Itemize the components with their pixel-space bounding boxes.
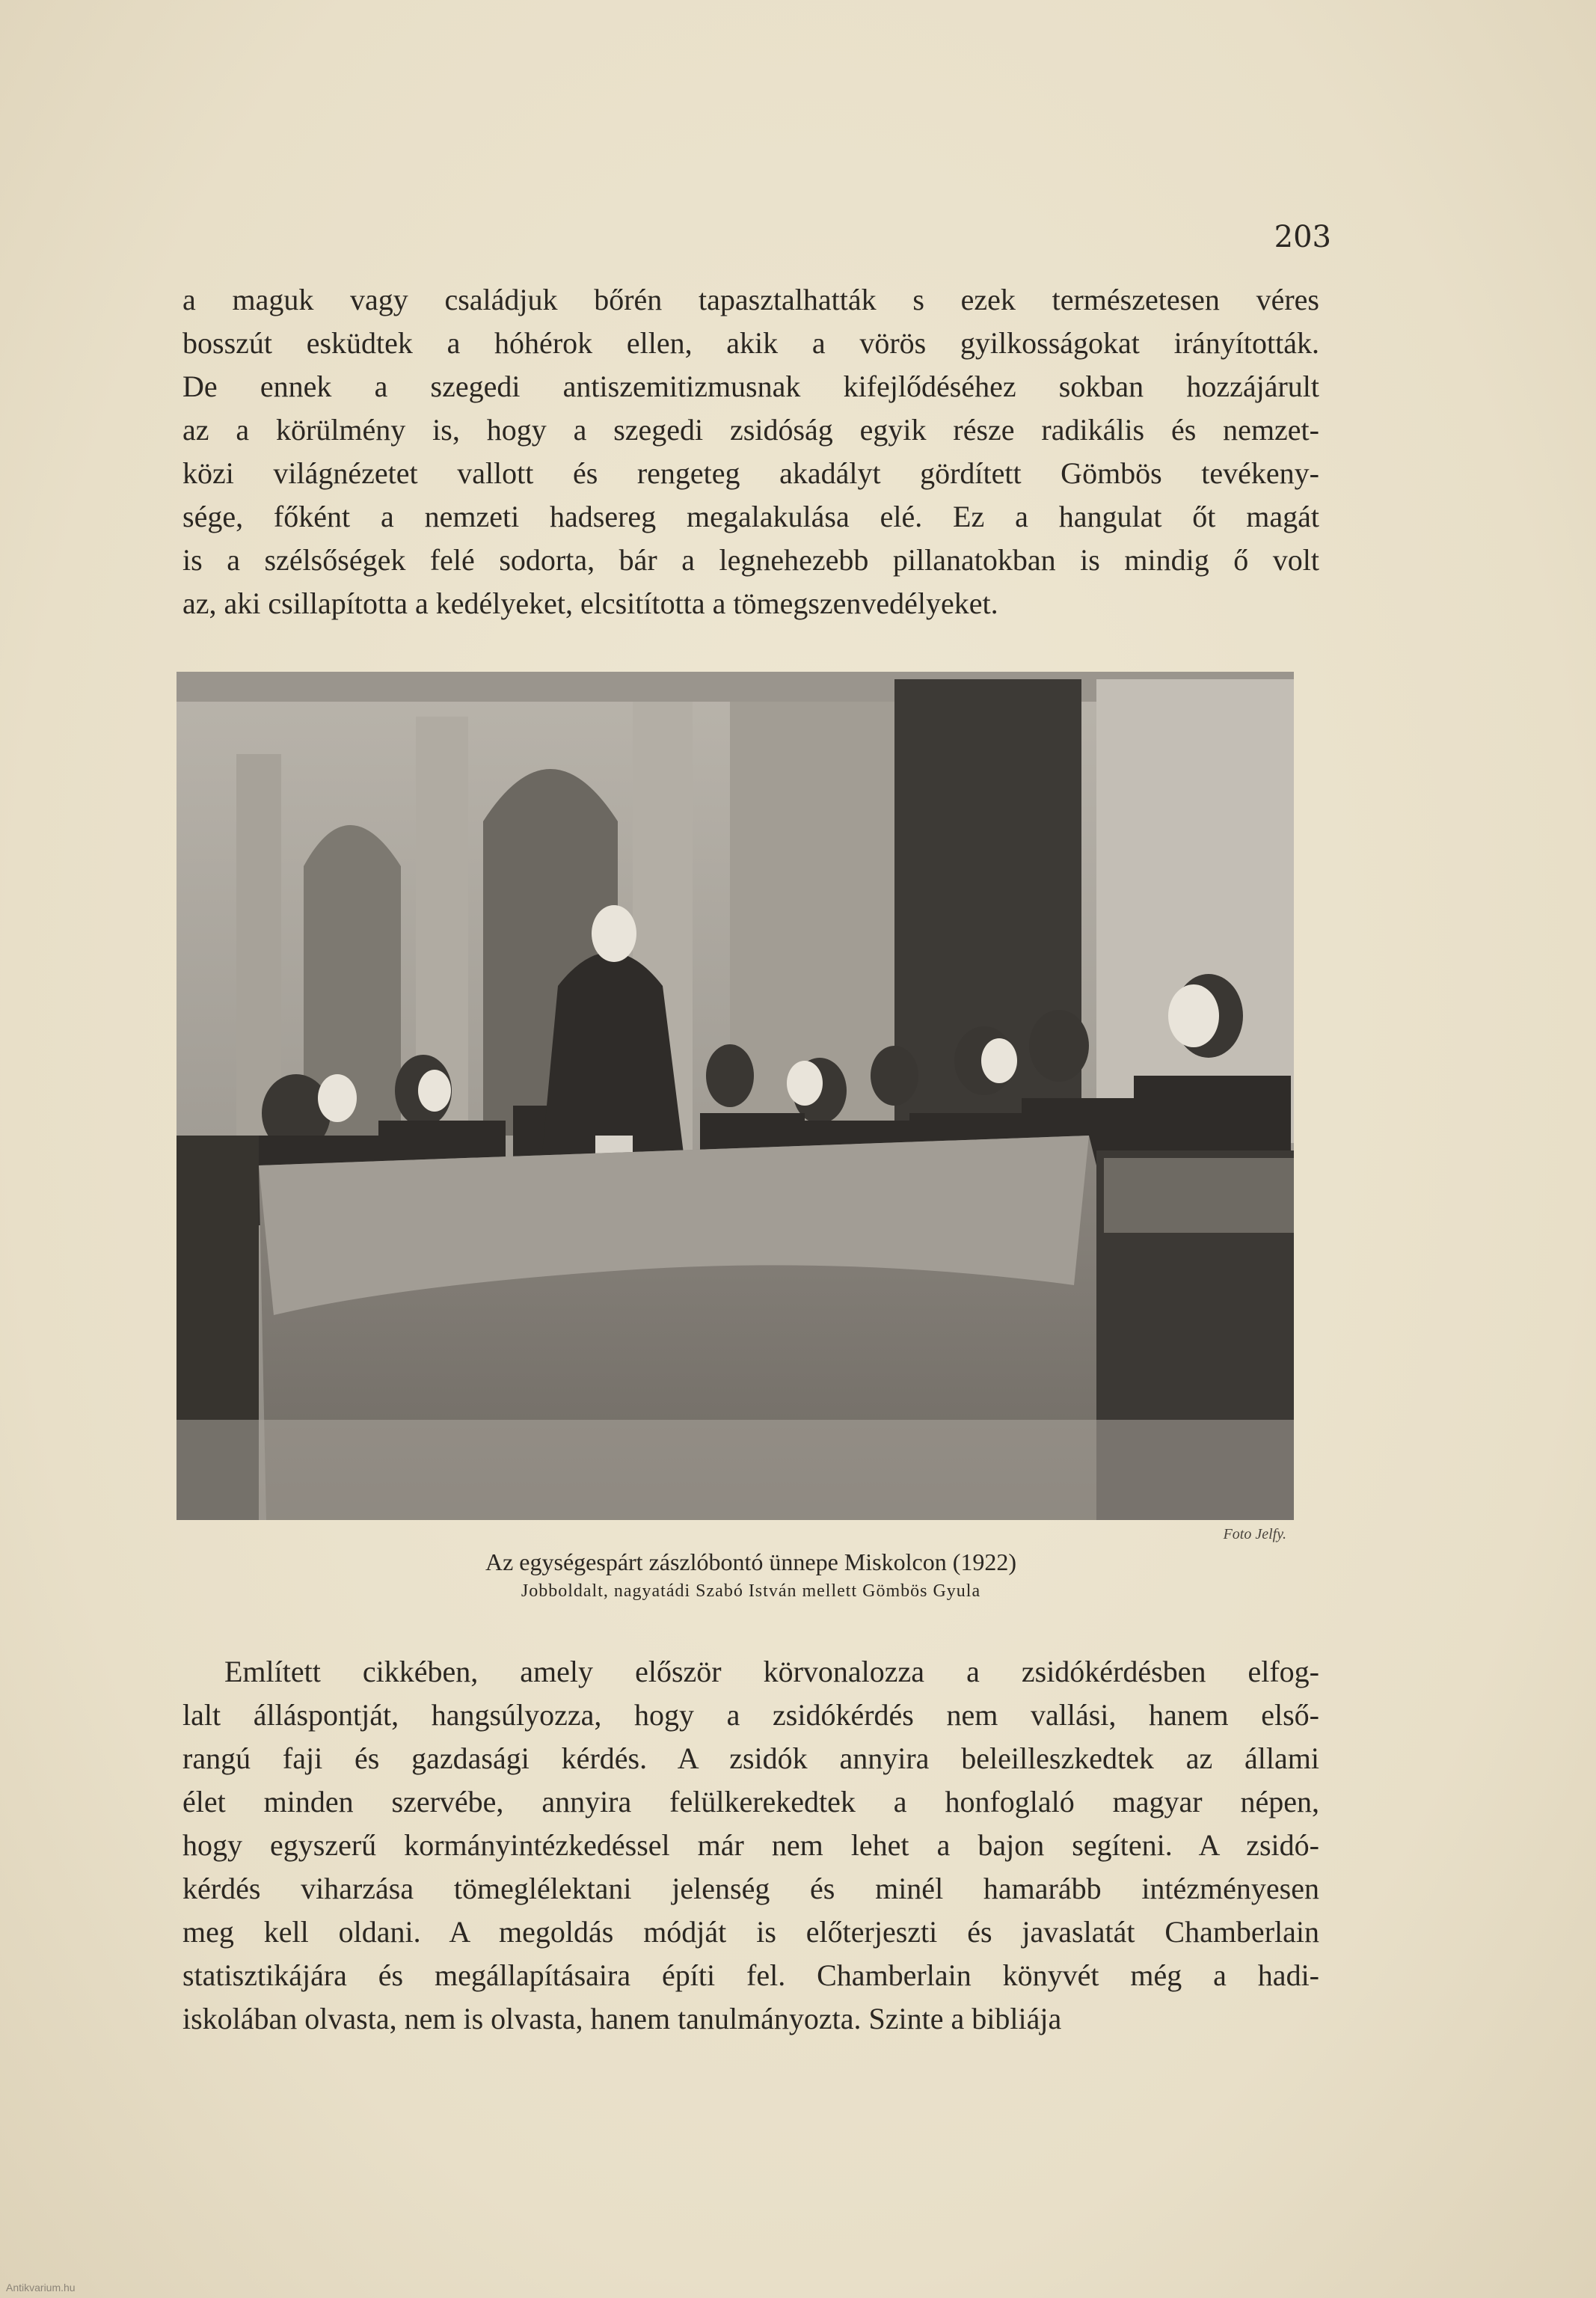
text-line: élet minden szervébe, annyira felülkerekedtek a honfoglaló magyar népen,	[182, 1785, 1319, 1819]
text-line: De ennek a szegedi antiszemitizmusnak kifejlődéséhez sokban hozzájárult	[182, 370, 1319, 403]
paragraph-2	[182, 1650, 1319, 2041]
text-line: bosszút esküdtek a hóhérok ellen, akik a vörös gyilkosságokat irányították.	[182, 326, 1319, 360]
text-line: meg kell oldani. A megoldás módját is előterjeszti és javaslatát Chamberlain	[182, 1915, 1319, 1949]
text-line: a maguk vagy családjuk bőrén tapasztalhatták s ezek természetesen véres	[182, 283, 1319, 316]
text-line: sége, főként a nemzeti hadsereg megalakulása elé. Ez a hangulat őt magát	[182, 500, 1319, 533]
text-line: Említett cikkében, amely először körvonalozza a zsidókérdésben elfog-	[224, 1655, 1319, 1688]
historical-photograph	[177, 672, 1294, 1520]
photo-credit: Foto Jelfy.	[1223, 1526, 1286, 1542]
text-line: az a körülmény is, hogy a szegedi zsidóság egyik része radikális és nemzet-	[182, 413, 1319, 447]
text-line: is a szélsőségek felé sodorta, bár a legnehezebb pillanatokban is mindig ő volt	[182, 543, 1319, 577]
photo-caption	[182, 1545, 1319, 1604]
caption-subtitle: Jobboldalt, nagyatádi Szabó István mellett Gömbös Gyula	[521, 1581, 981, 1601]
text-line: közi világnézetet vallott és rengeteg akadályt gördített Gömbös tevékeny-	[182, 456, 1319, 490]
paragraph-1	[182, 278, 1319, 625]
caption-title: Az egységespárt zászlóbontó ünnepe Miskolcon (1922)	[485, 1548, 1017, 1575]
text-line: hogy egyszerű kormányintézkedéssel már nem lehet a bajon segíteni. A zsidó-	[182, 1828, 1319, 1862]
watermark: Antikvarium.hu	[6, 2282, 76, 2294]
text-line: lalt álláspontját, hangsúlyozza, hogy a zsidókérdés nem vallási, hanem első-	[182, 1698, 1319, 1732]
text-line: kérdés viharzása tömeglélektani jelenség és minél hamarább intézményesen	[182, 1872, 1319, 1905]
text-line: rangú faji és gazdasági kérdés. A zsidók annyira beleilleszkedtek az állami	[182, 1741, 1319, 1775]
page-number: 203	[1274, 220, 1331, 254]
text-line: statisztikájára és megállapításaira építi fel. Chamberlain könyvét még a hadi-	[182, 1958, 1319, 1992]
text-line: iskolában olvasta, nem is olvasta, hanem tanulmányozta. Szinte a bibliája	[182, 2002, 1062, 2035]
text-line: az, aki csillapította a kedélyeket, elcsitította a tömegszenvedélyeket.	[182, 586, 998, 620]
